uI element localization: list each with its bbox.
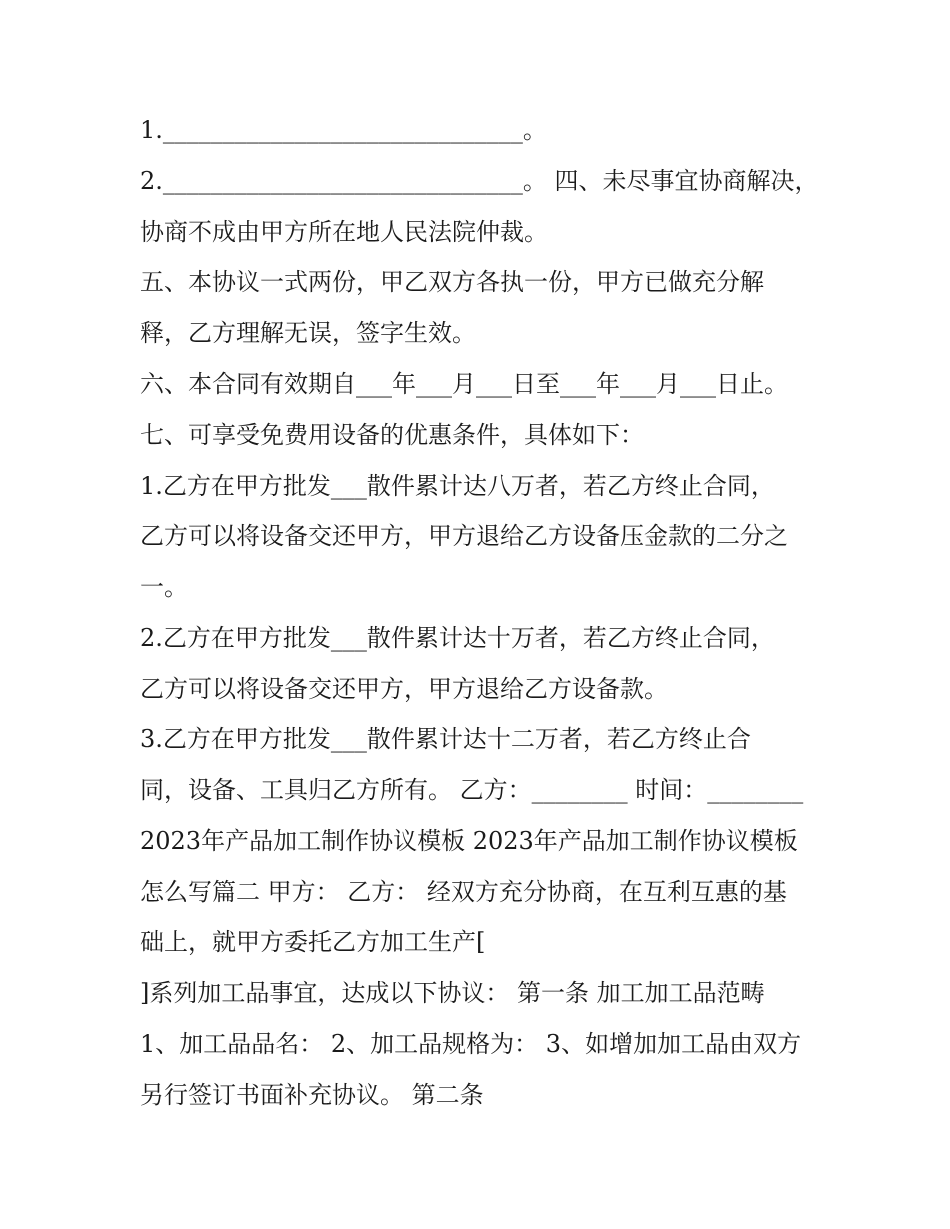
text-line: 一。 <box>140 573 188 601</box>
text-line: 同，设备、工具归乙方所有。 乙方：________ 时间：________ <box>140 776 804 804</box>
text-line: 2023年产品加工制作协议模板 2023年产品加工制作协议模板 <box>140 827 798 855</box>
text-line: 3.乙方在甲方批发___散件累计达十二万者，若乙方终止合 <box>140 725 751 753</box>
text-line: 协商不成由甲方所在地人民法院仲裁。 <box>140 218 548 246</box>
text-line: 1.乙方在甲方批发___散件累计达八万者，若乙方终止合同， <box>140 472 775 500</box>
text-line: 另行签订书面补充协议。 第二条 <box>140 1081 484 1109</box>
text-line: 释，乙方理解无误，签字生效。 <box>140 319 476 347</box>
text-line: 怎么写篇二 甲方： 乙方： 经双方充分协商，在互利互惠的基 <box>140 878 787 906</box>
text-line: 七、可享受免费用设备的优惠条件，具体如下： <box>140 421 644 449</box>
text-line: 2.乙方在甲方批发___散件累计达十万者，若乙方终止合同， <box>140 624 775 652</box>
text-line: 2.______________________________。 四、未尽事宜协商解决， <box>140 167 819 195</box>
text-line: 础上，就甲方委托乙方加工生产[ <box>140 928 486 956</box>
text-line: 五、本协议一式两份，甲乙双方各执一份，甲方已做充分解 <box>140 268 764 296</box>
text-line: 1、加工品品名： 2、加工品规格为： 3、如增加加工品由双方 <box>140 1030 802 1058</box>
text-line: ]系列加工品事宜，达成以下协议： 第一条 加工加工品范畴 <box>140 979 765 1007</box>
text-line: 乙方可以将设备交还甲方，甲方退给乙方设备款。 <box>140 675 668 703</box>
text-line: 乙方可以将设备交还甲方，甲方退给乙方设备压金款的二分之 <box>140 522 788 550</box>
text-line: 1.______________________________。 <box>140 116 547 144</box>
text-line: 六、本合同有效期自___年___月___日至___年___月___日止。 <box>140 370 788 398</box>
